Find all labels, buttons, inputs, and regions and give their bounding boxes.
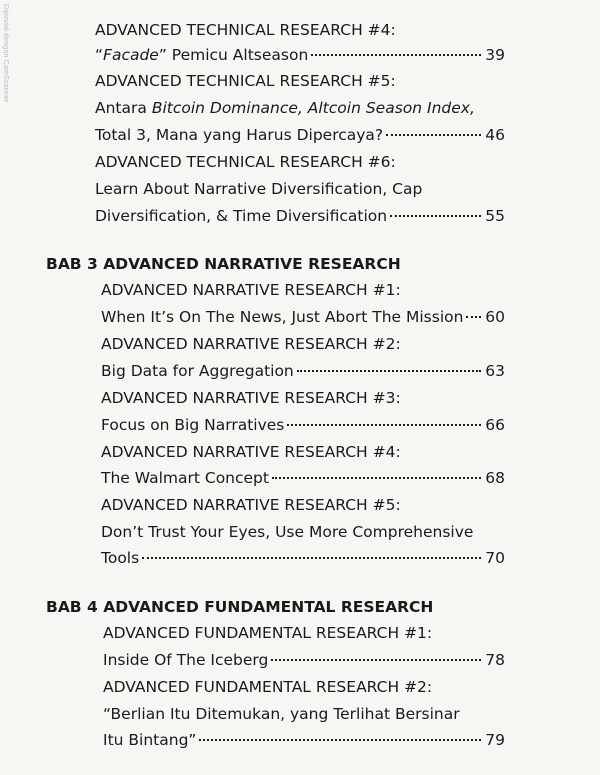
scanner-watermark: Dipindai dengan CamScanner — [2, 4, 9, 103]
dot-leader — [386, 134, 481, 136]
toc-line — [95, 152, 396, 172]
entry-title — [95, 206, 387, 226]
entry-title — [95, 45, 308, 65]
toc-line — [101, 522, 473, 542]
entry-text: Itu Bintang” — [103, 731, 197, 749]
entry-text: ” Pemicu Altseason — [158, 46, 309, 64]
entry-title — [101, 361, 294, 381]
entry-text: Diversification, & Time Diversification — [95, 207, 388, 225]
toc-line — [103, 704, 460, 724]
toc-line — [101, 442, 401, 462]
dot-leader — [272, 477, 481, 479]
entry-text: ADVANCED NARRATIVE RESEARCH #4: — [101, 443, 401, 461]
entry-text: ADVANCED TECHNICAL RESEARCH #6: — [95, 153, 396, 171]
dot-leader — [311, 54, 481, 56]
toc-line — [101, 334, 401, 354]
entry-text: Learn About Narrative Diversification, Cap — [95, 180, 423, 198]
entry-emphasis: Facade — [103, 46, 159, 64]
toc-entry — [101, 468, 505, 488]
page-number: 39 — [485, 46, 505, 64]
entry-text: ADVANCED FUNDAMENTAL RESEARCH #2: — [103, 678, 433, 696]
entry-emphasis: Bitcoin Dominance, Altcoin Season Index, — [151, 99, 475, 117]
entry-title — [101, 307, 463, 327]
entry-title — [101, 468, 269, 488]
toc-line — [95, 179, 422, 199]
toc-entry — [95, 206, 505, 226]
entry-text: “ — [95, 46, 104, 64]
entry-text: ADVANCED NARRATIVE RESEARCH #2: — [101, 335, 401, 353]
entry-text: Focus on Big Narratives — [101, 416, 285, 434]
chapter-heading — [46, 254, 401, 274]
toc-line — [101, 495, 401, 515]
entry-text: “Berlian Itu Ditemukan, yang Terlihat Bersinar — [103, 705, 460, 723]
page-number: 70 — [485, 549, 505, 567]
entry-text: ADVANCED NARRATIVE RESEARCH #5: — [101, 496, 401, 514]
chapter-title: BAB 4 ADVANCED FUNDAMENTAL RESEARCH — [46, 598, 434, 616]
toc-entry — [101, 307, 505, 327]
dot-leader — [466, 316, 481, 318]
page-number: 78 — [485, 651, 505, 669]
entry-text: ADVANCED NARRATIVE RESEARCH #3: — [101, 389, 401, 407]
toc-line — [95, 98, 475, 118]
chapter-title: BAB 3 ADVANCED NARRATIVE RESEARCH — [46, 255, 401, 273]
entry-text: ADVANCED TECHNICAL RESEARCH #5: — [95, 72, 396, 90]
entry-text: ADVANCED NARRATIVE RESEARCH #1: — [101, 281, 401, 299]
entry-text: Total 3, Mana yang Harus Dipercaya? — [95, 126, 384, 144]
dot-leader — [271, 659, 481, 661]
entry-text: Don’t Trust Your Eyes, Use More Comprehensive — [101, 523, 474, 541]
page-number: 46 — [485, 126, 505, 144]
entry-text: Big Data for Aggregation — [101, 362, 294, 380]
dot-leader — [297, 370, 482, 372]
dot-leader — [390, 215, 481, 217]
toc-line — [95, 71, 396, 91]
toc-line — [95, 20, 396, 40]
dot-leader — [287, 424, 481, 426]
page-number: 55 — [485, 207, 505, 225]
entry-title — [101, 415, 284, 435]
entry-text: Tools — [101, 549, 140, 567]
entry-title — [95, 125, 383, 145]
toc-entry — [95, 45, 505, 65]
toc-line — [103, 677, 432, 697]
page-number: 68 — [485, 469, 505, 487]
toc-entry — [103, 650, 505, 670]
page-number: 60 — [485, 308, 505, 326]
entry-title — [101, 548, 139, 568]
entry-text: ADVANCED TECHNICAL RESEARCH #4: — [95, 21, 396, 39]
entry-text: When It’s On The News, Just Abort The Mission — [101, 308, 464, 326]
entry-title — [103, 730, 196, 750]
toc-line — [101, 388, 401, 408]
toc-entry — [101, 415, 505, 435]
chapter-heading — [46, 597, 433, 617]
dot-leader — [199, 739, 481, 741]
toc-line — [103, 623, 432, 643]
entry-title — [103, 650, 268, 670]
toc-entry — [103, 730, 505, 750]
page-number: 66 — [485, 416, 505, 434]
entry-text: Inside Of The Iceberg — [103, 651, 269, 669]
toc-entry — [95, 125, 505, 145]
entry-text: ADVANCED FUNDAMENTAL RESEARCH #1: — [103, 624, 433, 642]
toc-entry — [101, 548, 505, 568]
entry-text: Antara — [95, 99, 152, 117]
toc-entry — [101, 361, 505, 381]
dot-leader — [142, 557, 481, 559]
toc-line — [101, 280, 401, 300]
page-number: 79 — [485, 731, 505, 749]
entry-text: The Walmart Concept — [101, 469, 269, 487]
page-number: 63 — [485, 362, 505, 380]
